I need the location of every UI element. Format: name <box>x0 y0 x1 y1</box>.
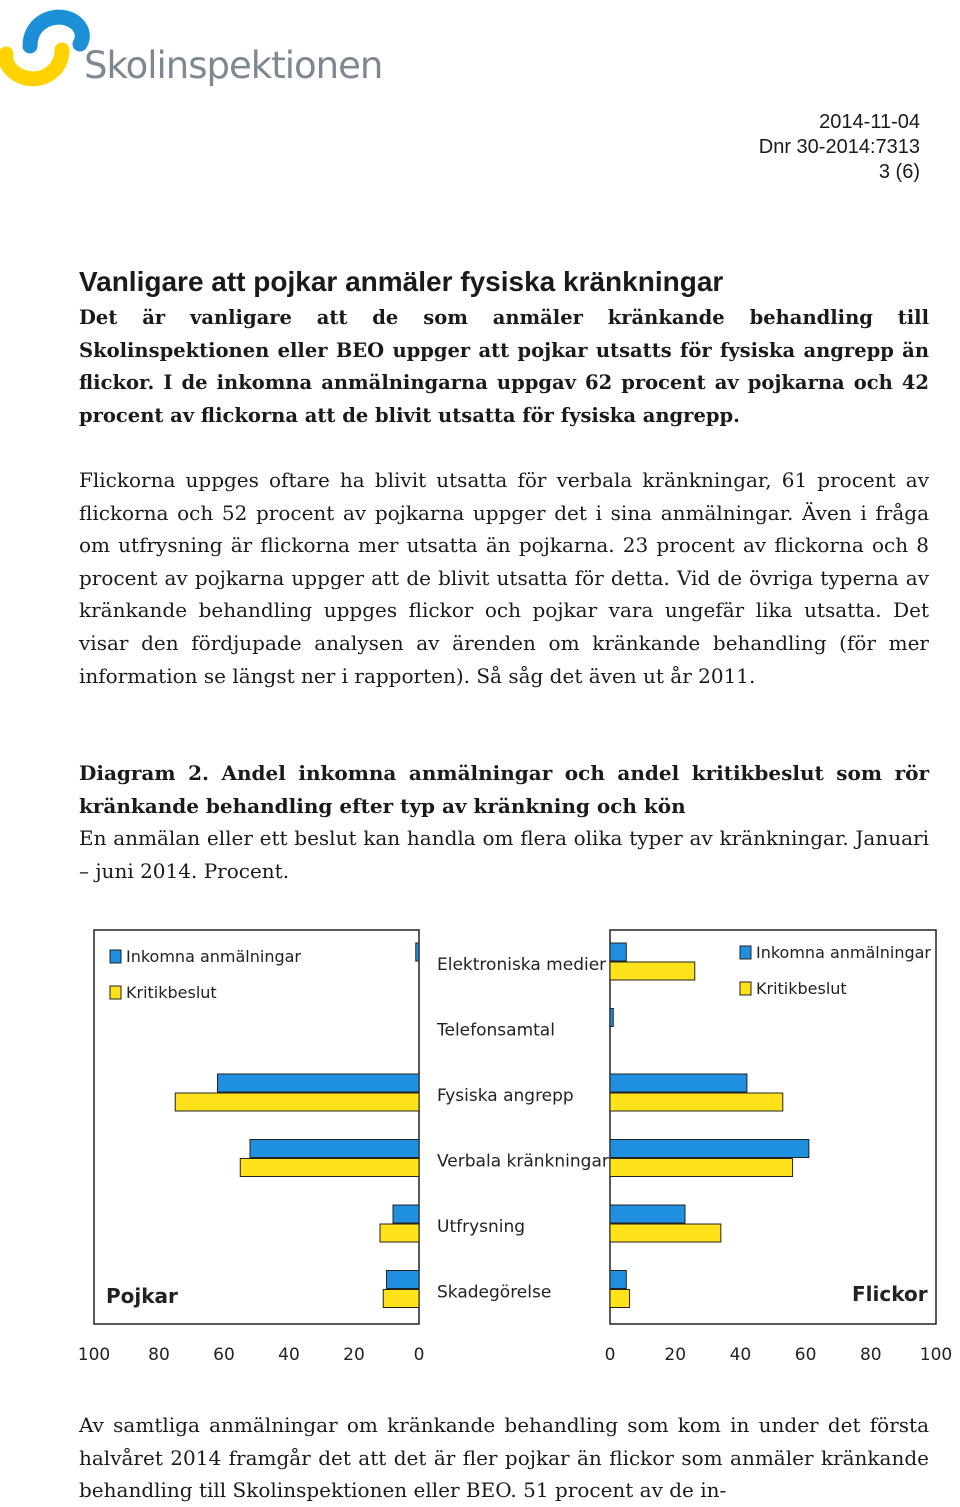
boys-decision-bar <box>175 1093 419 1111</box>
category-label: Utfrysning <box>437 1217 526 1237</box>
x-tick-label: 80 <box>148 1345 170 1365</box>
document-dnr: Dnr 30-2014:7313 <box>758 136 920 158</box>
x-tick-label: 100 <box>919 1345 953 1365</box>
page-number: 3 (6) <box>878 161 920 183</box>
boys-decision-bar <box>380 1224 419 1242</box>
logo-yellow-swoosh <box>6 50 62 79</box>
legend-label: Kritikbeslut <box>126 983 217 1002</box>
girls-incoming-bar <box>610 1009 613 1027</box>
boys-incoming-bar <box>250 1140 419 1158</box>
x-tick-label: 100 <box>77 1345 111 1365</box>
chart-caption <box>79 757 929 887</box>
boys-incoming-bar <box>393 1205 419 1223</box>
x-tick-label: 20 <box>664 1345 687 1365</box>
girls-decision-bar <box>610 1159 793 1177</box>
girls-decision-bar <box>610 962 695 980</box>
panel-label-girls: Flickor <box>852 1282 928 1306</box>
x-tick-label: 60 <box>794 1345 817 1365</box>
category-label: Skadegörelse <box>437 1282 552 1303</box>
girls-decision-bar <box>610 1290 630 1308</box>
x-tick-label: 0 <box>604 1345 616 1365</box>
girls-incoming-bar <box>610 1140 809 1158</box>
document-meta <box>759 110 920 185</box>
document-date: 2014-11-04 <box>819 111 920 133</box>
lead-paragraph: Det är vanligare att de som anmäler kränkande behandling till Skolinspektionen eller BEO uppger att pojkar utsatts för fysiska angrepp än flickor. I de inkomna anmälningarna uppgav 62 procent av pojkarna och 42 procent av flickorna att de blivit utsatta för fysiska angrepp. <box>79 306 929 427</box>
legend-label: Inkomna anmälningar <box>756 943 932 962</box>
x-tick-label: 60 <box>213 1345 235 1365</box>
x-tick-label: 20 <box>343 1345 365 1365</box>
category-label: Elektroniska medier <box>437 955 607 975</box>
legend-swatch <box>110 950 121 963</box>
legend-swatch <box>740 946 751 959</box>
girls-incoming-bar <box>610 1205 685 1223</box>
boys-incoming-bar <box>387 1271 420 1289</box>
boys-decision-bar <box>383 1290 419 1308</box>
x-tick-label: 80 <box>859 1345 882 1365</box>
x-tick-label: 40 <box>278 1345 300 1365</box>
category-label: Fysiska angrepp <box>437 1086 574 1106</box>
chart-caption-subtitle: En anmälan eller ett beslut kan handla om flera olika typer av kränkningar. Januari – juni 2014. Procent. <box>79 826 929 883</box>
girls-incoming-bar <box>610 943 626 961</box>
logo-text: Skolinspektionen <box>84 44 383 87</box>
x-tick-label: 0 <box>413 1345 425 1365</box>
legend-swatch <box>740 982 751 995</box>
category-label: Telefonsamtal <box>437 1020 555 1041</box>
boys-decision-bar <box>240 1159 419 1177</box>
body-paragraph-2: Av samtliga anmälningar om kränkande behandling som kom in under det första halvåret 2014 framgår det att det är fler pojkar än flickor som anmäler kränkande behandling till Skolinspektionen eller BEO. 51 procent av de in- <box>79 1413 929 1503</box>
legend-swatch <box>110 986 121 999</box>
boys-incoming-bar <box>218 1074 420 1092</box>
legend-label: Inkomna anmälningar <box>126 947 302 966</box>
x-tick-label: 40 <box>729 1345 752 1365</box>
girls-incoming-bar <box>610 1271 626 1289</box>
category-label: Verbala kränkningar <box>437 1151 609 1172</box>
chart-caption-title: Diagram 2. Andel inkomna anmälningar och andel kritikbeslut som rör kränkande behandling efter typ av kränkning och kön <box>79 761 929 818</box>
girls-decision-bar <box>610 1224 721 1242</box>
body-paragraph-1: Flickorna uppges oftare ha blivit utsatta för verbala kränkningar, 61 procent av flickorna och 52 procent av pojkarna uppger det i sina anmälningar. Även i fråga om utfrysning är flickorna mer utsatta än pojkarna. 23 procent av flickorna och 8 procent av pojkarna uppger att de blivit utsatta för detta. Vid de övriga typerna av kränkande behandling uppges flickor och pojkar vara ungefär lika utsatta. Det visar den fördjupade analysen av ärenden om kränkande behandling (för mer information se längst ner i rapporten). Så såg det även ut år 2011. <box>79 468 929 688</box>
girls-decision-bar <box>610 1093 783 1111</box>
butterfly-bar-chart <box>70 918 960 1368</box>
boys-incoming-bar <box>416 943 419 961</box>
legend-label: Kritikbeslut <box>756 979 847 998</box>
girls-incoming-bar <box>610 1074 747 1092</box>
section-heading: Vanligare att pojkar anmäler fysiska kränkningar <box>79 266 724 297</box>
panel-label-boys: Pojkar <box>106 1284 178 1308</box>
logo-blue-swoosh <box>30 17 82 46</box>
